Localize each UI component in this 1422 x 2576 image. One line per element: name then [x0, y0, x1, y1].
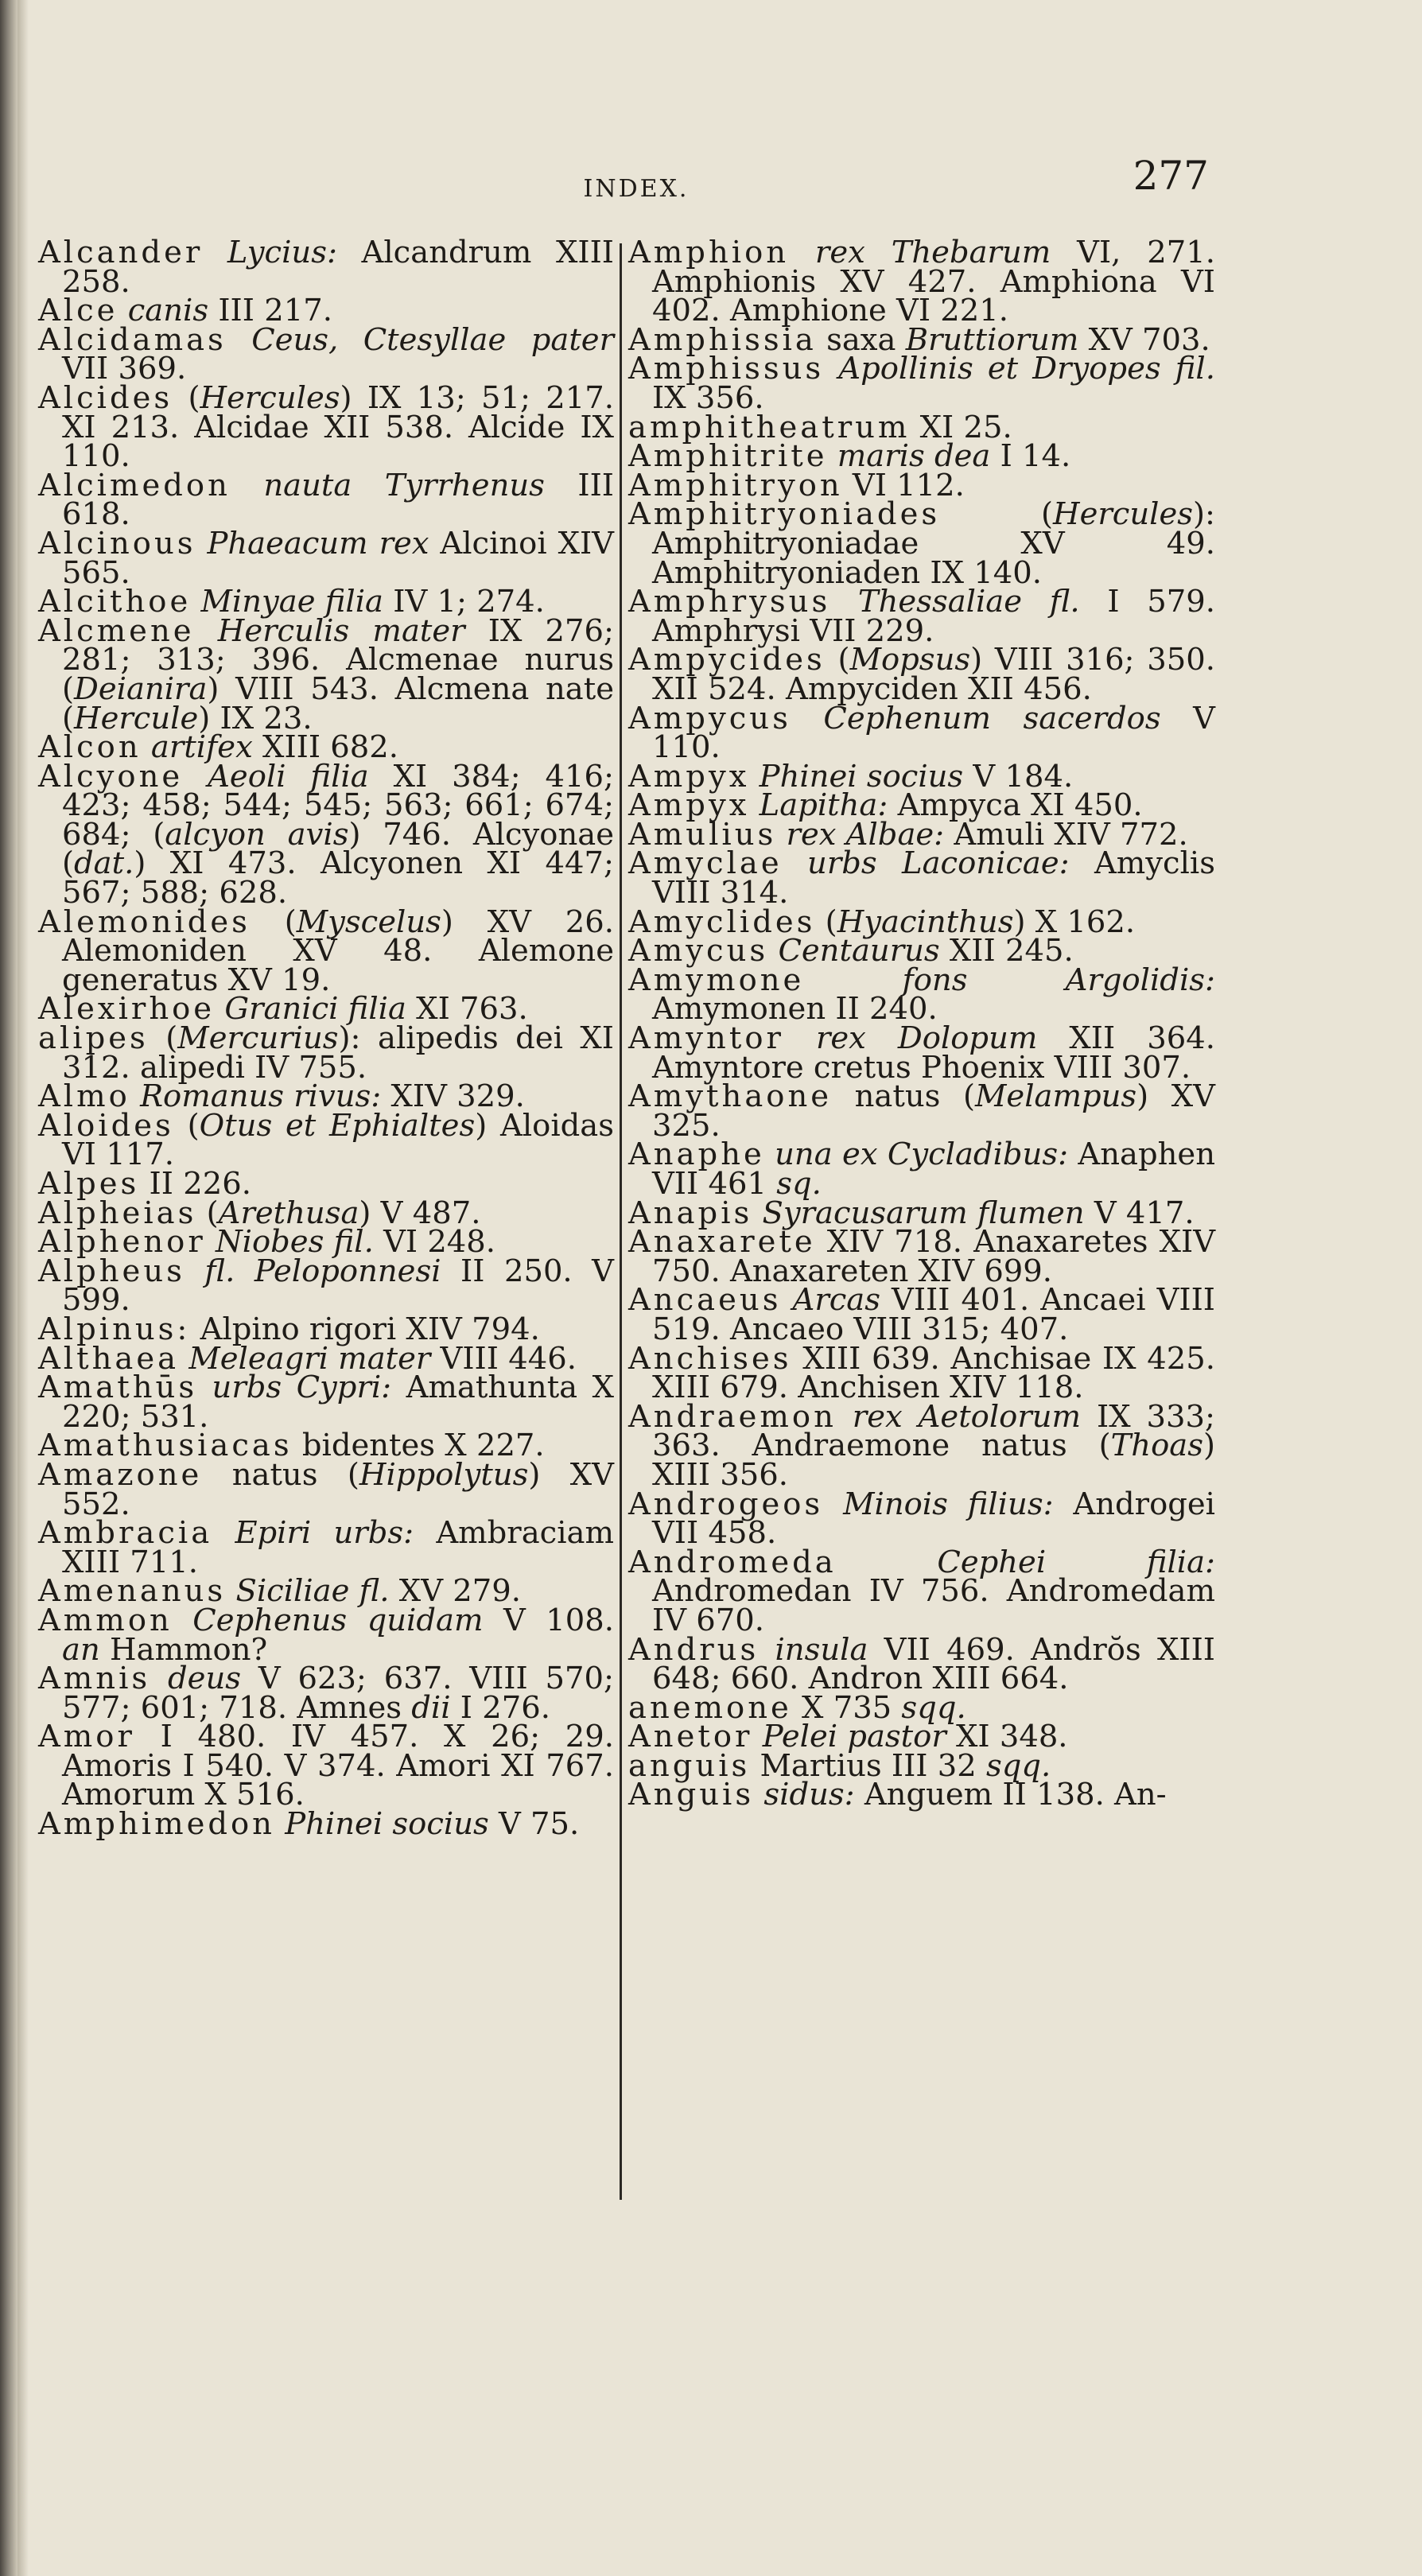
entry-text: saxa: [816, 321, 906, 358]
entry-headword: Alcithoe: [38, 584, 192, 620]
entry-text: XI 25.: [910, 409, 1012, 445]
index-entry: [38, 525, 614, 591]
entry-text: [185, 1253, 205, 1289]
entry-text: XV 703.: [1078, 321, 1210, 358]
entry-italic-text: rex Albae:: [786, 816, 945, 853]
entry-headword: Alce: [38, 293, 118, 329]
entry-text: ) IX 23.: [198, 700, 313, 736]
entry-italic-text: Granici filia: [224, 991, 406, 1028]
entry-italic-text: Bruttiorum: [905, 321, 1079, 358]
entry-italic-text: dii: [411, 1689, 451, 1726]
entry-text: III 618.: [62, 467, 614, 533]
index-entry: [628, 1020, 1215, 1086]
entry-headword: Amor: [38, 1719, 135, 1755]
entry-text: VII 369.: [62, 351, 187, 387]
entry-headword: Amulius: [628, 816, 777, 853]
entry-text: VII 469. Andrŏs XIII 648; 660. Andron XIII 664.: [652, 1631, 1215, 1697]
entry-italic-text: Romanus rivus:: [140, 1078, 382, 1115]
entry-text: Martius III 32: [750, 1747, 986, 1784]
entry-text: Andromedan IV 756. Andromedam IV 670.: [652, 1573, 1215, 1638]
entry-headword: Ammon: [38, 1602, 173, 1638]
entry-text: [212, 1515, 235, 1551]
entry-italic-text: deus: [168, 1661, 241, 1697]
entry-text: (: [148, 1020, 178, 1057]
entry-italic-text: Hercules: [1053, 496, 1193, 533]
entry-headword: Ampycides: [628, 642, 826, 678]
entry-headword: Amphissia: [628, 321, 817, 358]
index-entry: [38, 321, 614, 387]
entry-text: (: [173, 379, 200, 416]
entry-headword: Ambracia: [38, 1515, 213, 1552]
entry-italic-text: Arcas: [792, 1282, 880, 1319]
entry-text: VI 248.: [373, 1224, 496, 1261]
entry-text: ) 746. Alcyonae (: [62, 816, 614, 882]
entry-italic-text: Hercules: [200, 379, 340, 416]
entry-italic-text: an: [62, 1631, 100, 1668]
entry-text: ) Aloidas VI 117.: [62, 1107, 614, 1173]
entry-italic-text: sidus:: [763, 1777, 855, 1813]
entry-headword: Amphitryon: [628, 467, 843, 503]
entry-italic-text: Mopsus: [849, 642, 971, 678]
entry-headword: anguis: [628, 1747, 751, 1784]
index-entry: [38, 1456, 614, 1522]
entry-italic-text: Apollinis et Dryopes fil.: [838, 351, 1215, 387]
entry-text: III 217.: [208, 293, 332, 329]
entry-italic-text: Cephenus quidam: [192, 1602, 484, 1638]
index-column-right: [628, 235, 1216, 1813]
index-entry: [628, 1136, 1215, 1202]
entry-italic-text: Phinei socius: [285, 1806, 489, 1843]
index-entry: [628, 1340, 1215, 1406]
entry-text: natus (: [832, 1078, 975, 1115]
entry-text: Alcinoi XIV 565.: [62, 525, 614, 591]
entry-italic-text: urbs Cypri:: [212, 1370, 392, 1406]
entry-text: XIV 329.: [381, 1078, 525, 1115]
entry-headword: Andromeda: [628, 1544, 837, 1580]
entry-italic-text: Phinei socius: [759, 758, 964, 795]
entry-italic-text: sqq.: [985, 1747, 1051, 1784]
entry-headword: Anchises: [628, 1340, 792, 1377]
entry-italic-text: Siciliae fl.: [235, 1573, 390, 1610]
entry-text: XI 763.: [406, 991, 528, 1028]
index-entry: [628, 1777, 1215, 1813]
entry-italic-text: alcyon avis: [165, 816, 349, 853]
entry-headword: Andraemon: [628, 1398, 837, 1435]
book-gutter: [17, 0, 29, 2576]
entry-text: IV 1; 274.: [383, 584, 545, 620]
entry-italic-text: fl. Peloponnesi: [204, 1253, 441, 1289]
index-entry: [628, 351, 1215, 416]
index-entry: [38, 235, 614, 300]
entry-text: ): Amphitryoniadae XV 49. Amphitryoniaden IX 140.: [652, 496, 1215, 591]
entry-italic-text: rex Aetolorum: [852, 1398, 1082, 1435]
entry-italic-text: Otus et Ephialtes: [199, 1107, 476, 1144]
index-entry: [628, 496, 1215, 591]
index-column-left: [38, 235, 615, 1843]
entry-text: (: [825, 642, 850, 678]
entry-italic-text: Thessaliae fl.: [857, 584, 1080, 620]
entry-headword: Andrus: [628, 1631, 760, 1668]
index-entry: [628, 235, 1215, 329]
index-entry: [628, 845, 1215, 911]
entry-text: natus (: [202, 1456, 359, 1493]
entry-italic-text: artifex: [150, 729, 253, 766]
index-entry: [38, 1515, 615, 1580]
entry-text: IX 333; 363. Andraemone natus (: [652, 1398, 1215, 1464]
entry-headword: Anetor: [628, 1719, 753, 1755]
entry-text: Alpino rigori XIV 794.: [190, 1311, 540, 1347]
entry-text: [791, 701, 824, 736]
entry-italic-text: canis: [127, 293, 209, 329]
entry-text: [275, 1806, 285, 1842]
entry-headword: Amphitryoniades: [628, 496, 941, 533]
entry-headword: Amythaone: [628, 1078, 833, 1115]
entry-headword: Ampycus: [628, 700, 791, 736]
entry-text: Amymonen II 240.: [652, 991, 938, 1028]
entry-text: (: [250, 903, 297, 940]
entry-text: V 110.: [652, 700, 1215, 766]
entry-italic-text: Mercurius: [177, 1020, 339, 1057]
entry-text: Hammon?: [99, 1631, 268, 1668]
index-entry: [38, 612, 614, 736]
index-entry: [628, 1282, 1215, 1347]
entry-headword: Ancaeus: [628, 1282, 782, 1319]
entry-italic-text: Hippolytus: [359, 1456, 529, 1493]
entry-headword: Amenanus: [38, 1573, 227, 1610]
entry-text: [823, 1486, 843, 1522]
entry-text: ): alipedis dei XI 312. alipedi IV 755.: [62, 1020, 615, 1086]
entry-italic-text: Meleagri mater: [188, 1340, 431, 1377]
index-entry: [38, 1661, 614, 1726]
entry-text: ) VIII 316; 350. XII 524. Ampyciden XII 456.: [652, 642, 1216, 707]
index-entry: [628, 1544, 1215, 1638]
entry-italic-text: maris dea: [837, 438, 991, 475]
entry-headword: Androgeos: [628, 1486, 824, 1522]
entry-headword: Alpes: [38, 1166, 140, 1202]
entry-headword: Amyclae: [628, 845, 783, 882]
entry-italic-text: rex Dolopum: [815, 1020, 1038, 1057]
entry-text: Amyclis VIII 314.: [652, 845, 1215, 911]
entry-text: XI 348.: [946, 1719, 1068, 1755]
entry-headword: Amyntor: [628, 1020, 784, 1057]
index-entry: [628, 1078, 1215, 1144]
index-entry: [628, 962, 1215, 1028]
entry-headword: Amycus: [628, 933, 769, 969]
entry-text: ) V 487.: [359, 1195, 481, 1231]
entry-headword: Anapis: [628, 1195, 753, 1231]
entry-headword: Amphion: [628, 235, 790, 270]
entry-italic-text: sqq.: [901, 1689, 966, 1726]
index-entry: [38, 1719, 614, 1813]
entry-text: XV 279.: [389, 1573, 521, 1610]
index-entry: [38, 379, 614, 475]
entry-text: [203, 235, 227, 270]
entry-italic-text: Lapitha:: [759, 787, 888, 824]
entry-italic-text: Centaurus: [778, 933, 940, 969]
entry-headword: Amphimedon: [38, 1806, 275, 1843]
entry-italic-text: dat.: [74, 845, 134, 882]
entry-headword: amphitheatrum: [628, 409, 911, 445]
entry-headword: Alpheus: [38, 1253, 185, 1289]
entry-headword: Alcander: [38, 235, 204, 270]
index-entry: [38, 1602, 614, 1668]
entry-text: ) VIII 543. Alcmena nate (: [62, 670, 614, 736]
index-entry: [628, 700, 1215, 766]
entry-headword: Anaxarete: [628, 1224, 816, 1261]
entry-italic-text: Cephenum sacerdos: [823, 700, 1161, 736]
entry-headword: Alcidamas: [38, 321, 227, 358]
entry-italic-text: Hercule: [74, 700, 199, 736]
entry-headword: Alemonides: [38, 903, 251, 940]
entry-text: (: [173, 1107, 200, 1144]
entry-headword: Alcimedon: [38, 467, 231, 503]
entry-text: I 579. Amphrysi VII 229.: [652, 584, 1215, 649]
entry-text: IX 276; 281; 313; 396. Alcmenae nurus (: [62, 612, 614, 707]
entry-text: Amathunta X 220; 531.: [62, 1370, 614, 1435]
entry-text: VIII 401. Ancaei VIII 519. Ancaeo VIII 315; 407.: [652, 1282, 1215, 1347]
entry-italic-text: fons Argolidis:: [902, 962, 1215, 998]
index-entry: [38, 1020, 615, 1086]
entry-headword: Alphenor: [38, 1224, 206, 1261]
index-entry: [38, 1806, 614, 1843]
entry-text: (: [940, 496, 1054, 533]
entry-text: I 14.: [990, 438, 1071, 475]
entry-headword: alipes: [38, 1020, 149, 1057]
page-header: [0, 0, 1422, 239]
entry-headword: Amphrysus: [628, 584, 831, 620]
entry-text: ) XIII 356.: [652, 1428, 1215, 1493]
entry-headword: Alexirhoe: [38, 991, 216, 1028]
index-entry: [38, 1253, 614, 1319]
entry-headword: Amphitrite: [628, 438, 828, 475]
entry-italic-text: Lycius:: [227, 235, 337, 270]
entry-headword: Alcinous: [38, 525, 196, 561]
entry-headword: Anguis: [628, 1777, 755, 1813]
entry-text: Ambraciam XIII 711.: [62, 1515, 615, 1580]
entry-text: XII 245.: [939, 933, 1074, 969]
entry-italic-text: Phaeacum rex: [207, 525, 429, 561]
entry-text: (: [196, 1195, 219, 1231]
entry-text: [227, 322, 251, 358]
entry-headword: Amnis: [38, 1661, 151, 1697]
entry-italic-text: Cephei filia:: [937, 1544, 1215, 1580]
index-entry: [38, 1370, 614, 1435]
entry-text: XII 364. Amyntore cretus Phoenix VIII 307.: [652, 1020, 1215, 1086]
entry-italic-text: sq.: [776, 1166, 822, 1202]
entry-headword: Alcmene: [38, 612, 195, 649]
entry-text: VI 112.: [842, 467, 965, 503]
entry-italic-text: Minois filius:: [843, 1486, 1054, 1522]
entry-italic-text: insula: [775, 1631, 868, 1668]
entry-text: V 184.: [963, 758, 1074, 795]
index-entry: [628, 1398, 1215, 1493]
entry-headword: anemone: [628, 1689, 792, 1726]
entry-text: XIII 639. Anchisae IX 425. XIII 679. Anchisen XIV 118.: [652, 1340, 1215, 1406]
entry-italic-text: Myscelus: [296, 903, 441, 940]
entry-text: [754, 1777, 763, 1813]
entry-text: ) XV 325.: [652, 1078, 1215, 1144]
entry-text: IX 356.: [652, 379, 764, 416]
entry-text: Anaphen VII 461: [652, 1136, 1215, 1202]
entry-text: Androgei VII 458.: [652, 1486, 1215, 1552]
entry-headword: Amathusiacas: [38, 1428, 293, 1464]
entry-headword: Alcyone: [38, 758, 184, 795]
index-entry: [38, 1107, 614, 1173]
index-entry: [38, 903, 614, 998]
entry-text: V 417.: [1084, 1195, 1195, 1231]
column-divider: [620, 243, 622, 2200]
entry-text: V 623; 637. VIII 570; 577; 601; 718. Amnes: [62, 1661, 614, 1726]
entry-italic-text: rex Thebarum: [814, 235, 1051, 270]
index-entry: [38, 758, 614, 911]
page-number: 277: [1133, 153, 1209, 199]
entry-text: VIII 446.: [430, 1340, 577, 1377]
entry-italic-text: nauta Tyrrhenus: [263, 467, 545, 503]
entry-headword: Amathūs: [38, 1370, 198, 1406]
entry-text: XI 384; 416; 423; 458; 544; 545; 563; 661; 674; 684; (: [62, 758, 614, 853]
entry-text: XIV 718. Anaxaretes XIV 750. Anaxareten XIV 699.: [652, 1224, 1215, 1289]
entry-text: bidentes X 227.: [292, 1428, 545, 1464]
entry-text: [824, 351, 838, 387]
entry-headword: Amymone: [628, 962, 805, 998]
entry-italic-text: Arethusa: [218, 1195, 359, 1231]
entry-text: [196, 526, 208, 561]
entry-italic-text: una ex Cycladibus:: [775, 1136, 1069, 1173]
index-entry: [628, 642, 1216, 707]
entry-text: ) X 162.: [1013, 903, 1136, 940]
entry-text: I 480. IV 457. X 26; 29. Amoris I 540. V 374. Amori XI 767. Amorum X 516.: [62, 1719, 614, 1813]
entry-text: (: [815, 903, 837, 940]
entry-text: I 276.: [450, 1689, 550, 1726]
entry-text: Anguem II 138. An-: [854, 1777, 1167, 1813]
entry-italic-text: Melampus: [974, 1078, 1137, 1115]
entry-italic-text: Aeoli filia: [208, 758, 369, 795]
entry-text: V 108.: [483, 1602, 614, 1638]
running-title: INDEX.: [583, 175, 690, 203]
index-entry: [628, 1486, 1215, 1552]
entry-headword: Alpheias: [38, 1195, 197, 1231]
entry-text: ) XV 26. Alemoniden XV 48. Alemone generatus XV 19.: [62, 903, 614, 998]
entry-text: Alcandrum XIII 258.: [62, 235, 614, 300]
entry-headword: Anaphe: [628, 1136, 765, 1173]
entry-italic-text: Niobes fil.: [215, 1224, 374, 1261]
entry-text: Amuli XIV 772.: [944, 816, 1188, 853]
entry-text: VI, 271. Amphionis XV 427. Amphiona VI 402. Amphione VI 221.: [652, 235, 1215, 329]
index-entry: [38, 467, 614, 533]
entry-headword: Alcon: [38, 729, 142, 766]
entry-italic-text: urbs Laconicae:: [807, 845, 1070, 882]
entry-italic-text: Thoas: [1110, 1428, 1203, 1464]
entry-headword: Ampyx: [628, 787, 750, 824]
entry-text: X 735: [791, 1689, 902, 1726]
entry-headword: Amazone: [38, 1456, 203, 1493]
entry-italic-text: Minyae filia: [200, 584, 383, 620]
book-spine-shadow: [0, 0, 17, 2576]
entry-text: V 75.: [488, 1806, 580, 1843]
entry-italic-text: Deianira: [74, 670, 208, 707]
entry-text: II 226.: [139, 1166, 251, 1202]
entry-headword: Althaea: [38, 1340, 180, 1377]
entry-italic-text: Syracusarum flumen: [762, 1195, 1085, 1231]
entry-headword: Ampyx: [628, 758, 750, 795]
entry-text: Ampyca XI 450.: [888, 787, 1143, 824]
entry-text: ) IX 13; 51; 217. XI 213. Alcidae XII 538. Alcide IX 110.: [62, 379, 614, 475]
entry-text: XIII 682.: [252, 729, 399, 766]
entry-text: II 250. V 599.: [62, 1253, 614, 1319]
entry-text: ) XI 473. Alcyonen XI 447; 567; 588; 628.: [62, 845, 614, 911]
entry-headword: Aloides: [38, 1107, 174, 1144]
entry-italic-text: Epiri urbs:: [235, 1515, 414, 1552]
entry-italic-text: Herculis mater: [217, 612, 465, 649]
index-entry: [628, 584, 1215, 649]
entry-headword: Amyclides: [628, 903, 816, 940]
entry-headword: Almo: [38, 1078, 130, 1115]
entry-headword: Amphissus: [628, 351, 825, 387]
entry-text: [231, 468, 263, 503]
entry-text: ) XV 552.: [62, 1456, 614, 1522]
entry-italic-text: Ceus, Ctesyllae pater: [251, 321, 614, 358]
entry-headword: Alcides: [38, 379, 173, 416]
entry-headword: Alpinus:: [38, 1311, 191, 1347]
index-entry: [628, 1631, 1215, 1697]
entry-italic-text: Hyacinthus: [837, 903, 1014, 940]
entry-italic-text: Pelei pastor: [762, 1719, 946, 1755]
index-entry: [628, 1224, 1215, 1289]
